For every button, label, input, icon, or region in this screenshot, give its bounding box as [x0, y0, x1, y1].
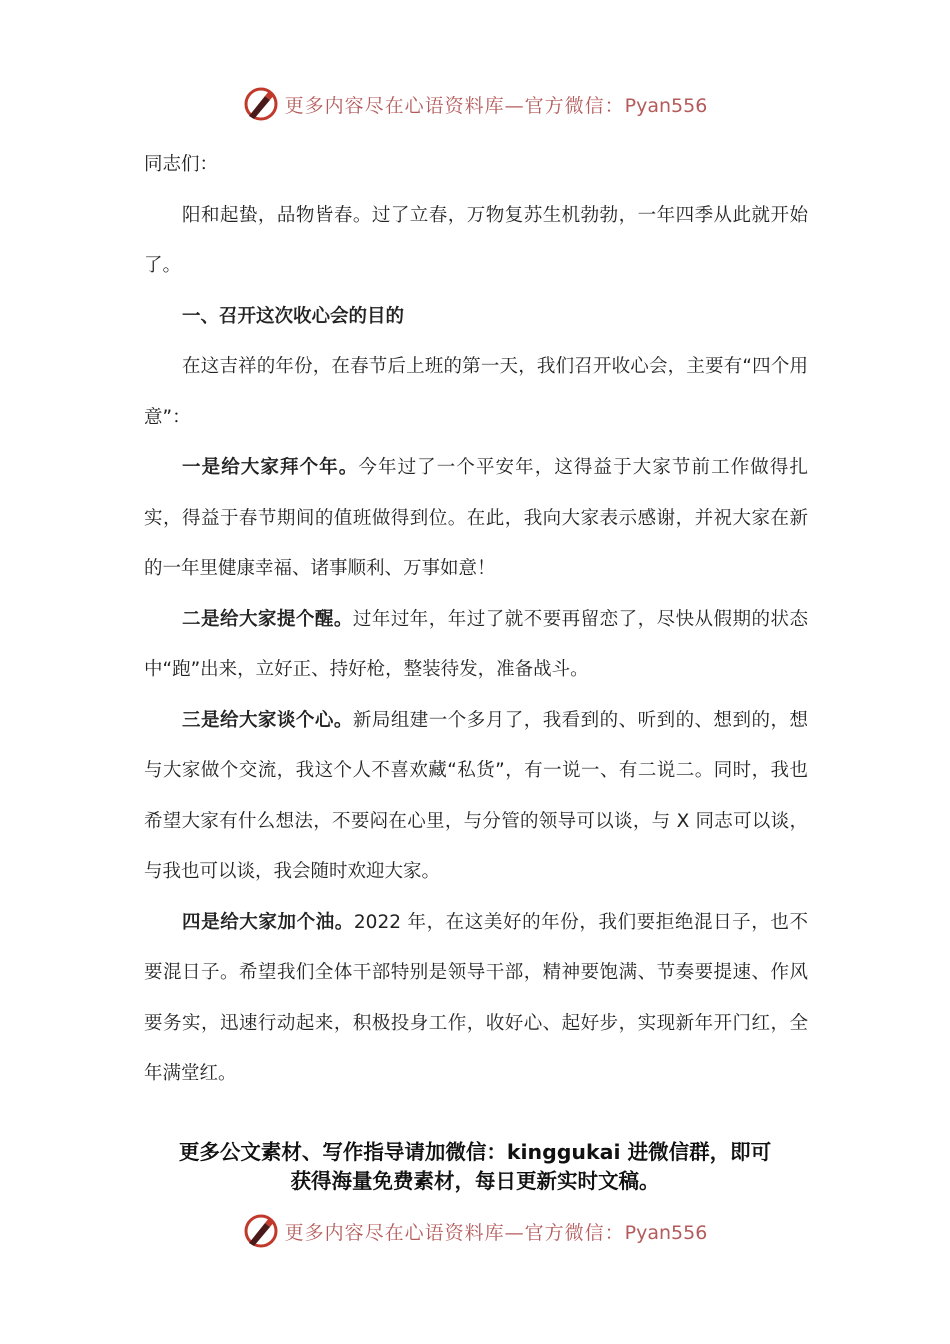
point-paragraph-2: [144, 595, 808, 696]
section-heading: 一、召开这次收心会的目的: [182, 305, 405, 327]
point-paragraph-1: [144, 443, 808, 595]
footer-note-line-1: 更多公文素材、写作指导请加微信：kinggukai 进微信群，即可: [178, 1140, 772, 1164]
point-text: 今年过了一个平安年，这得益于大家节前工作做得扎实，得益于春节期间的值班做得到位。在此，我向大家表示感谢，并祝大家在新的一年里健康幸福、诸事顺利、万事如意！: [144, 457, 808, 579]
point-text: 新局组建一个多月了，我看到的、听到的、想到的，想与大家做个交流，我这个人不喜欢藏“私货”，有一说一、有二说二。同时，我也希望大家有什么想法，不要闷在心里，与分管的领导可以谈，与 X 同志可以谈，与我也可以谈，我会随时欢迎大家。: [144, 709, 808, 882]
point-lead: 四是给大家加个油。: [182, 911, 354, 933]
point-lead: 二是给大家提个醒。: [182, 608, 353, 630]
header-banner-text: 更多内容尽在心语资料库—官方微信：Pyan556: [284, 94, 708, 117]
footer-note: [0, 1138, 950, 1196]
pen-logo-icon: [243, 1213, 279, 1249]
point-paragraph-4: [144, 898, 808, 1100]
section-intro-paragraph: 在这吉祥的年份，在春节后上班的第一天，我们召开收心会，主要有“四个用意”：: [144, 356, 808, 428]
intro-paragraph: 阳和起蛰，品物皆春。过了立春，万物复苏生机勃勃，一年四季从此就开始了。: [144, 204, 808, 276]
point-paragraph-3: [144, 696, 808, 898]
salutation: 同志们：: [144, 154, 219, 175]
point-text: 2022 年，在这美好的年份，我们要拒绝混日子，也不要混日子。希望我们全体干部特别是领导干部，精神要饱满、节奏要提速、作风要务实，迅速行动起来，积极投身工作，收好心、起好步，实现新年开门红，全年满堂红。: [144, 911, 808, 1084]
point-lead: 三是给大家谈个心。: [182, 709, 353, 731]
header-banner: [0, 84, 950, 124]
footer-note-line-2: 获得海量免费素材，每日更新实时文稿。: [290, 1169, 660, 1193]
footer-banner: [0, 1211, 950, 1251]
footer-banner-text: 更多内容尽在心语资料库—官方微信：Pyan556: [284, 1221, 708, 1244]
point-lead: 一是给大家拜个年。: [182, 457, 359, 478]
document-body: [144, 140, 808, 1100]
point-text: 过年过年，年过了就不要再留恋了，尽快从假期的状态中“跑”出来，立好正、持好枪，整装待发，准备战斗。: [144, 608, 808, 680]
pen-logo-icon: [243, 86, 279, 122]
